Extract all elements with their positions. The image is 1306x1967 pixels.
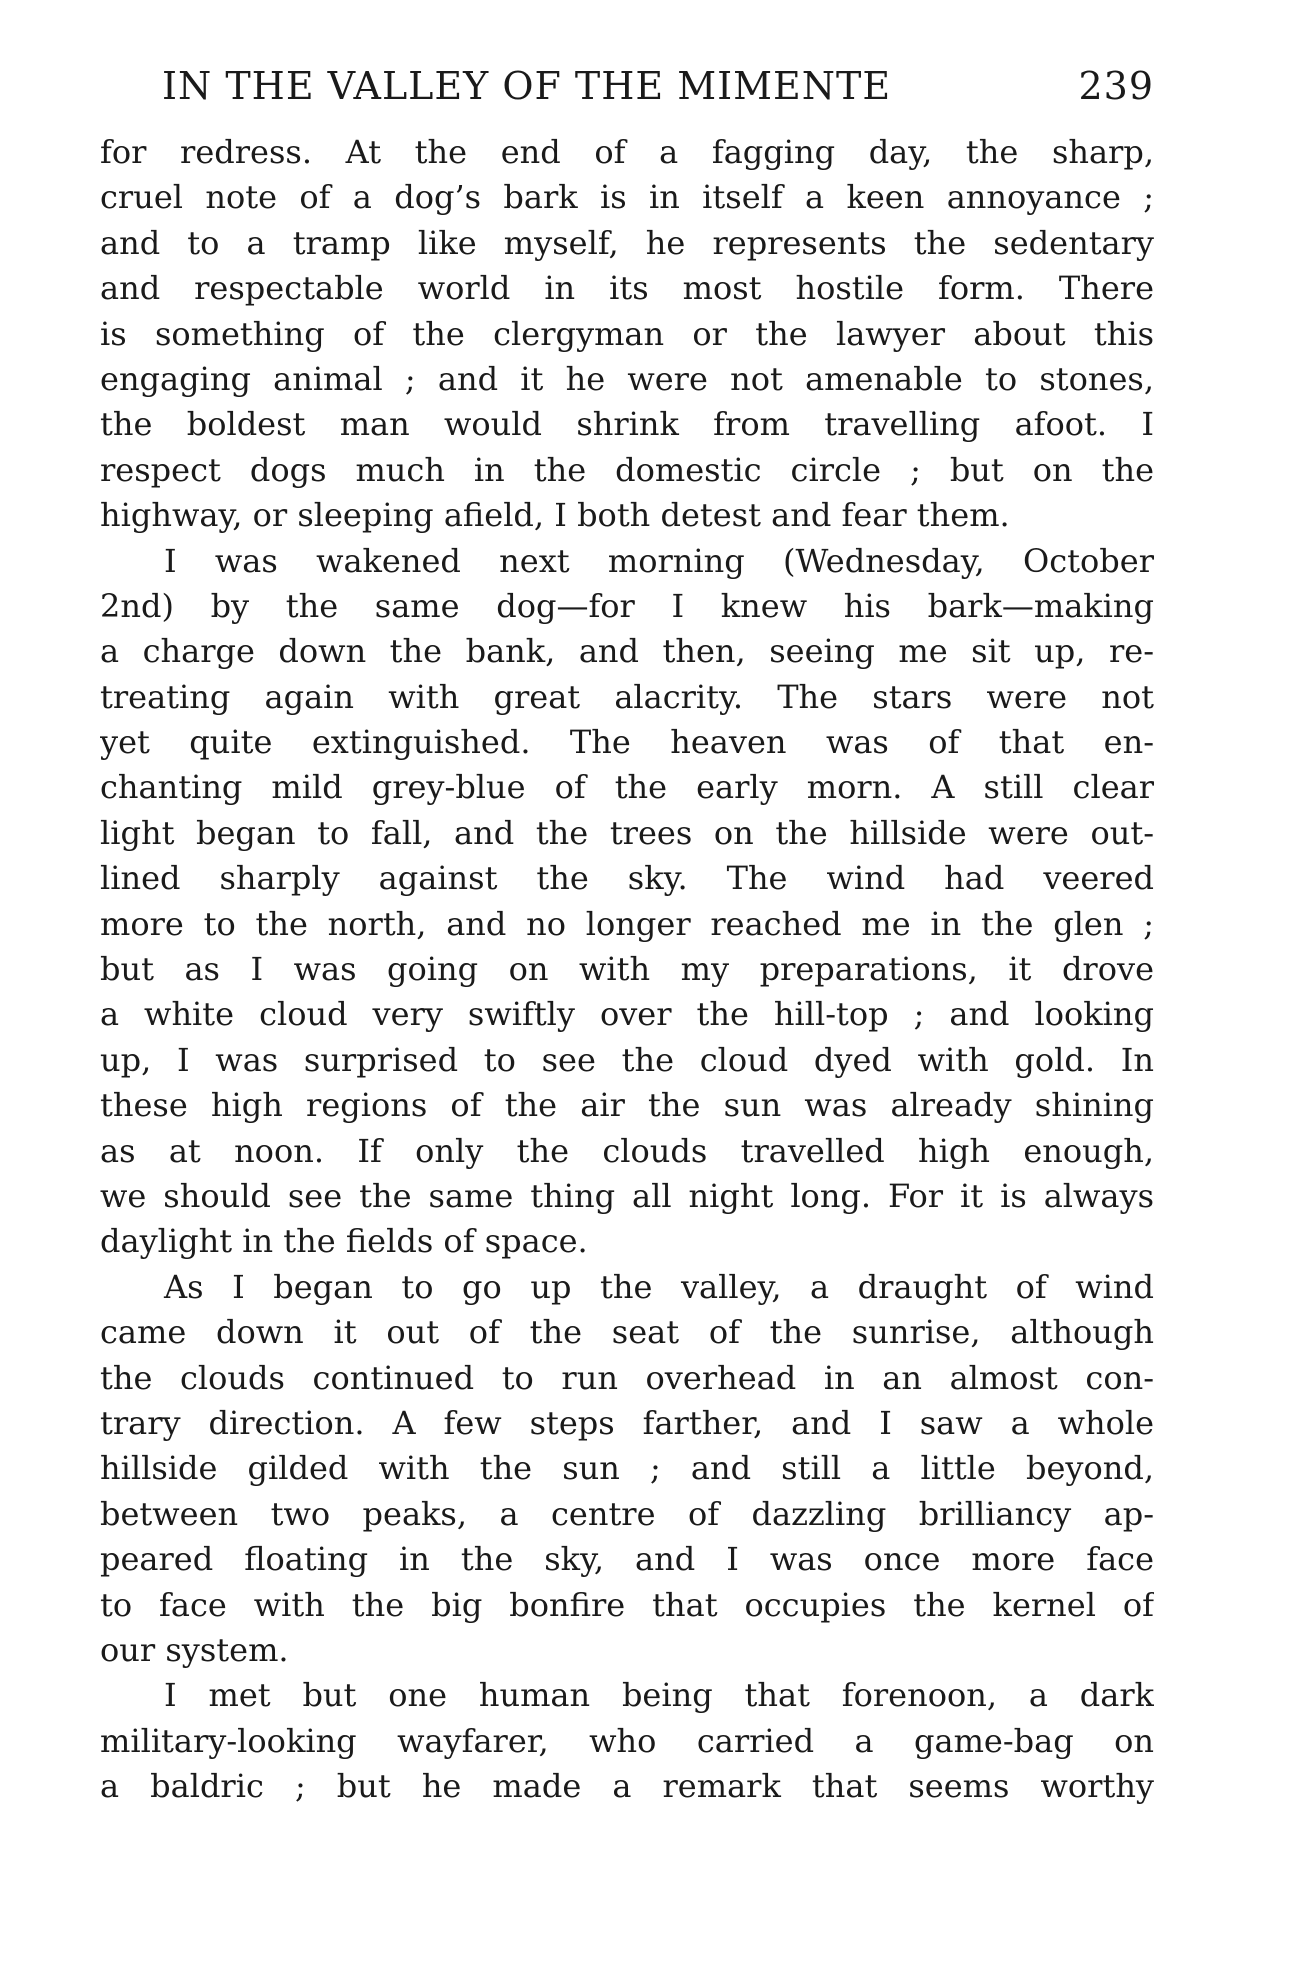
text-line: a baldric ; but he made a remark that seems worthy (100, 1767, 1154, 1806)
text-line: a white cloud very swiftly over the hill-top ; and looking (100, 995, 1154, 1034)
text-line: to face with the big bonfire that occupies the kernel of (100, 1585, 1154, 1624)
text-line: chanting mild grey-blue of the early morn. A still clear (100, 768, 1154, 807)
body-text (100, 130, 1154, 1809)
text-line: we should see the same thing all night long. For it is always (100, 1176, 1154, 1215)
text-line: but as I was going on with my preparations, it drove (100, 950, 1154, 989)
text-line: highway, or sleeping afield, I both detest and fear them. (100, 496, 1010, 535)
text-line: hillside gilded with the sun ; and still a little beyond, (100, 1449, 1154, 1488)
text-line: trary direction. A few steps farther, and I saw a whole (100, 1403, 1154, 1442)
text-line: lined sharply against the sky. The wind had veered (100, 859, 1154, 898)
text-line: military-looking wayfarer, who carried a game-bag on (100, 1721, 1154, 1760)
text-line: the clouds continued to run overhead in an almost con- (100, 1358, 1154, 1397)
text-line: our system. (100, 1630, 289, 1669)
text-line: light began to fall, and the trees on the hillside were out- (100, 813, 1154, 852)
text-line: engaging animal ; and it he were not amenable to stones, (100, 359, 1154, 398)
text-line: a charge down the bank, and then, seeing me sit up, re- (100, 632, 1154, 671)
text-line: is something of the clergyman or the lawyer about this (100, 314, 1154, 353)
text-line: between two peaks, a centre of dazzling brilliancy ap- (100, 1494, 1154, 1533)
paragraph-first-line: I was wakened next morning (Wednesday, October (164, 541, 1154, 580)
text-line: these high regions of the air the sun was already shining (100, 1086, 1154, 1125)
running-title: IN THE VALLEY OF THE MIMENTE (162, 64, 892, 108)
text-line: 2nd) by the same dog—for I knew his bark—making (100, 586, 1154, 625)
text-line: up, I was surprised to see the cloud dyed with gold. In (100, 1040, 1154, 1079)
text-line: and to a tramp like myself, he represents the sedentary (100, 223, 1154, 262)
text-line: peared floating in the sky, and I was once more face (100, 1540, 1154, 1579)
text-line: yet quite extinguished. The heaven was of that en- (100, 723, 1154, 762)
text-line: for redress. At the end of a fagging day, the sharp, (100, 133, 1154, 171)
text-line: cruel note of a dog’s bark is in itself a keen annoyance ; (100, 178, 1154, 217)
text-line: daylight in the fields of space. (100, 1222, 588, 1261)
paragraph-first-line: I met but one human being that forenoon, a dark (164, 1676, 1154, 1715)
paragraph-first-line: As I began to go up the valley, a draught of wind (164, 1267, 1154, 1306)
text-line: came down it out of the seat of the sunrise, although (100, 1313, 1154, 1352)
running-head (100, 56, 1154, 116)
text-line: as at noon. If only the clouds travelled high enough, (100, 1131, 1154, 1170)
text-line: more to the north, and no longer reached me in the glen ; (100, 904, 1154, 943)
text-line: and respectable world in its most hostile form. There (100, 269, 1154, 308)
text-line: respect dogs much in the domestic circle ; but on the (100, 450, 1154, 489)
page-number: 239 (1078, 64, 1154, 108)
text-line: treating again with great alacrity. The stars were not (100, 677, 1154, 716)
text-line: the boldest man would shrink from travelling afoot. I (100, 405, 1154, 444)
